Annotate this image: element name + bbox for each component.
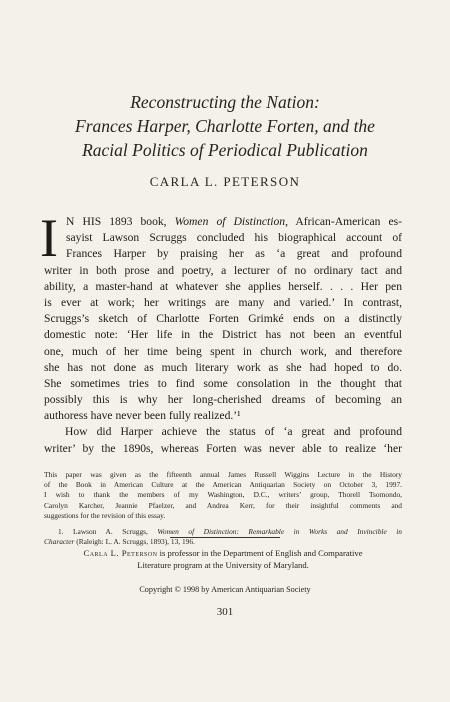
body-line: domestic note: ‘Her life in the District has not been an eventful [44,328,402,342]
footnote-1: 1. Lawson A. Scruggs, Women of Distinction: Remarkable in Works and Invincible in [58,526,402,536]
body-line: Frances Harper by praising her as ‘a great and profound [66,247,402,261]
body-line: is ever at work; her writings are many and varied.’ In contrast, [44,295,402,309]
drop-cap: I [40,208,58,268]
body-line: She sometimes tries to find some consolation in the thought that [44,376,402,390]
author-bio [44,548,402,571]
article-body [40,208,403,457]
body-line: writer’ by the 1890s, whereas Forten was never able to realize ‘her [44,441,402,455]
body-line: writer in both prose and poetry, a lecturer of no ordinary tact and [44,263,402,277]
footnotes [44,470,402,547]
divider-rule [170,537,280,538]
footnote-1-cont: Character (Raleigh: L. A. Scruggs, 1893), 13, 196. [44,537,195,547]
article-author: CARLA L. PETERSON [149,174,301,189]
bio-line: Carla L. Peterson is professor in the Department of English and Comparative [83,548,363,558]
footnote-line: of the Book in American Culture at the American Antiquarian Society on October 3, 1997. [44,480,402,490]
body-line: sayist Lawson Scruggs concluded his biographical account of [66,231,402,245]
footnote-line: I wish to thank the members of my Washington, D.C., writers’ group, Thorell Tsomondo, [44,490,402,500]
page-number: 301 [216,606,234,618]
body-line: one, much of her time being spent in church work, and therefore [44,344,402,358]
article-title [0,90,450,162]
bio-line: Literature program at the University of Maryland. [137,559,309,570]
title-line: Reconstructing the Nation: [130,92,320,112]
body-line: N HIS 1893 book, Women of Distinction, African-American es- [66,215,403,228]
body-line: possibly this is why her long-cherished dreams of becoming an [44,393,402,407]
copyright-notice: Copyright © 1998 by American Antiquarian Society [139,585,311,594]
footnote-line: Carolyn Karcher, Jeannie Pfaelzer, and Andrea Kerr, for their insightful comments and [44,500,402,510]
footnote-line: suggestions for the revision of this essay. [44,510,166,520]
body-line: Scruggs’s sketch of Charlotte Forten Grimké ends on a distinctly [44,312,402,326]
title-line: Frances Harper, Charlotte Forten, and the [75,116,375,136]
body-line: ability, a master-hand at whatever she applies herself. . . . Her pen [44,279,402,293]
body-line: How did Harper achieve the status of ‘a great and profound [65,425,402,439]
title-line: Racial Politics of Periodical Publication [82,140,368,160]
body-line: she has not done as much literary work as she had hoped to do. [44,360,402,374]
body-line: authoress have never been fully realized.’¹ [44,409,241,423]
bio-name: Carla L. Peterson [83,548,158,558]
footnote-line: This paper was given as the fifteenth annual James Russell Wiggins Lecture in the History [44,470,402,479]
